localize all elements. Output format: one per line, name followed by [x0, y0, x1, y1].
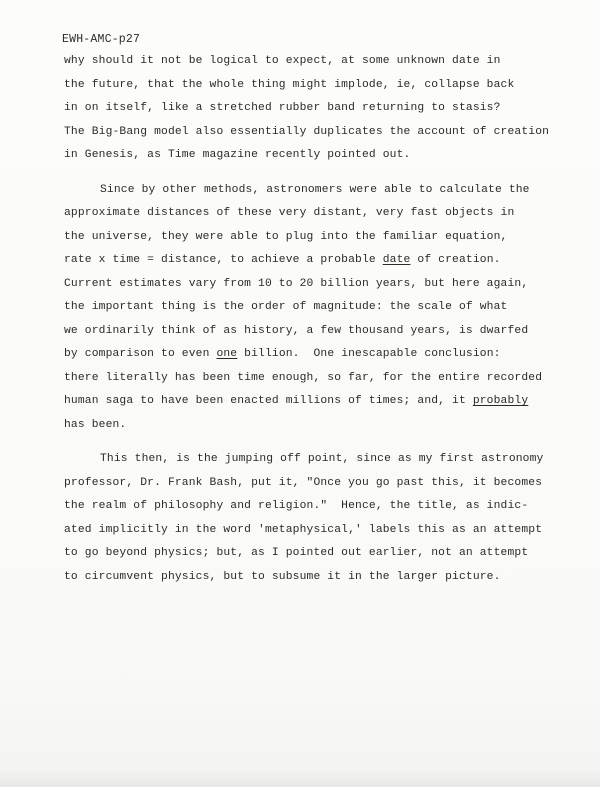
paragraph2-line-4-post: of creation.: [410, 254, 501, 266]
paragraph2-line-11: has been.: [64, 418, 127, 431]
paragraph1-line-4: The Big-Bang model also essentially duplicates the account of creation: [64, 125, 550, 138]
paragraph3-line-4: ated implicitly in the word 'metaphysical,' labels this as an attempt: [64, 523, 543, 536]
paragraph1-line-3: in on itself, like a stretched rubber band returning to stasis?: [64, 102, 501, 114]
underlined-word-one: one: [216, 348, 238, 360]
paragraph2-line-4: [64, 249, 584, 273]
underlined-word-probably: probably: [472, 395, 529, 407]
paragraph3-line-6: to circumvent physics, but to subsume it in the larger picture.: [64, 570, 501, 583]
paragraph2-line-8-post: billion. One inescapable conclusion:: [237, 348, 501, 360]
paragraph2-line-5: Current estimates vary from 10 to 20 billion years, but here again,: [64, 277, 529, 290]
paragraph2-line-10: [64, 390, 584, 414]
paragraph-gap: [64, 437, 584, 448]
paragraph2-line-7: we ordinarily think of as history, a few thousand years, is dwarfed: [64, 324, 529, 337]
paragraph3-line-3: the realm of philosophy and religion." Hence, the title, as indic-: [64, 500, 529, 512]
paragraph1-line-2: the future, that the whole thing might implode, ie, collapse back: [64, 78, 515, 91]
paragraph1-line-1: why should it not be logical to expect, at some unknown date in: [64, 55, 501, 67]
paragraph2-line-10-pre: human saga to have been enacted millions of times; and, it: [64, 395, 473, 407]
paragraph2-line-8-pre: by comparison to even: [64, 348, 217, 360]
underlined-word-date: date: [382, 254, 411, 266]
paragraph2-line-4-pre: rate x time = distance, to achieve a probable: [64, 254, 383, 266]
paragraph2-line-3: the universe, they were able to plug into the familiar equation,: [64, 230, 508, 243]
page-header-id: EWH-AMC-p27: [62, 33, 141, 46]
paragraph2-line-6: the important thing is the order of magnitude: the scale of what: [64, 301, 508, 313]
scan-edge-shadow: [0, 770, 600, 787]
paragraph2-line-1: Since by other methods, astronomers were able to calculate the: [100, 183, 530, 196]
document-body: [64, 50, 584, 589]
paragraph3-line-5: to go beyond physics; but, as I pointed out earlier, not an attempt: [64, 547, 529, 559]
paragraph3-line-2: professor, Dr. Frank Bash, put it, "Once you go past this, it becomes: [64, 476, 543, 489]
paragraph2-line-8: [64, 343, 584, 367]
paragraph2-line-2: approximate distances of these very distant, very fast objects in: [64, 207, 515, 219]
paragraph2-line-9: there literally has been time enough, so far, for the entire recorded: [64, 371, 543, 384]
paragraph1-line-5: in Genesis, as Time magazine recently pointed out.: [64, 149, 411, 161]
paragraph-gap: [64, 168, 584, 179]
paragraph3-line-1: This then, is the jumping off point, since as my first astronomy: [100, 453, 544, 465]
